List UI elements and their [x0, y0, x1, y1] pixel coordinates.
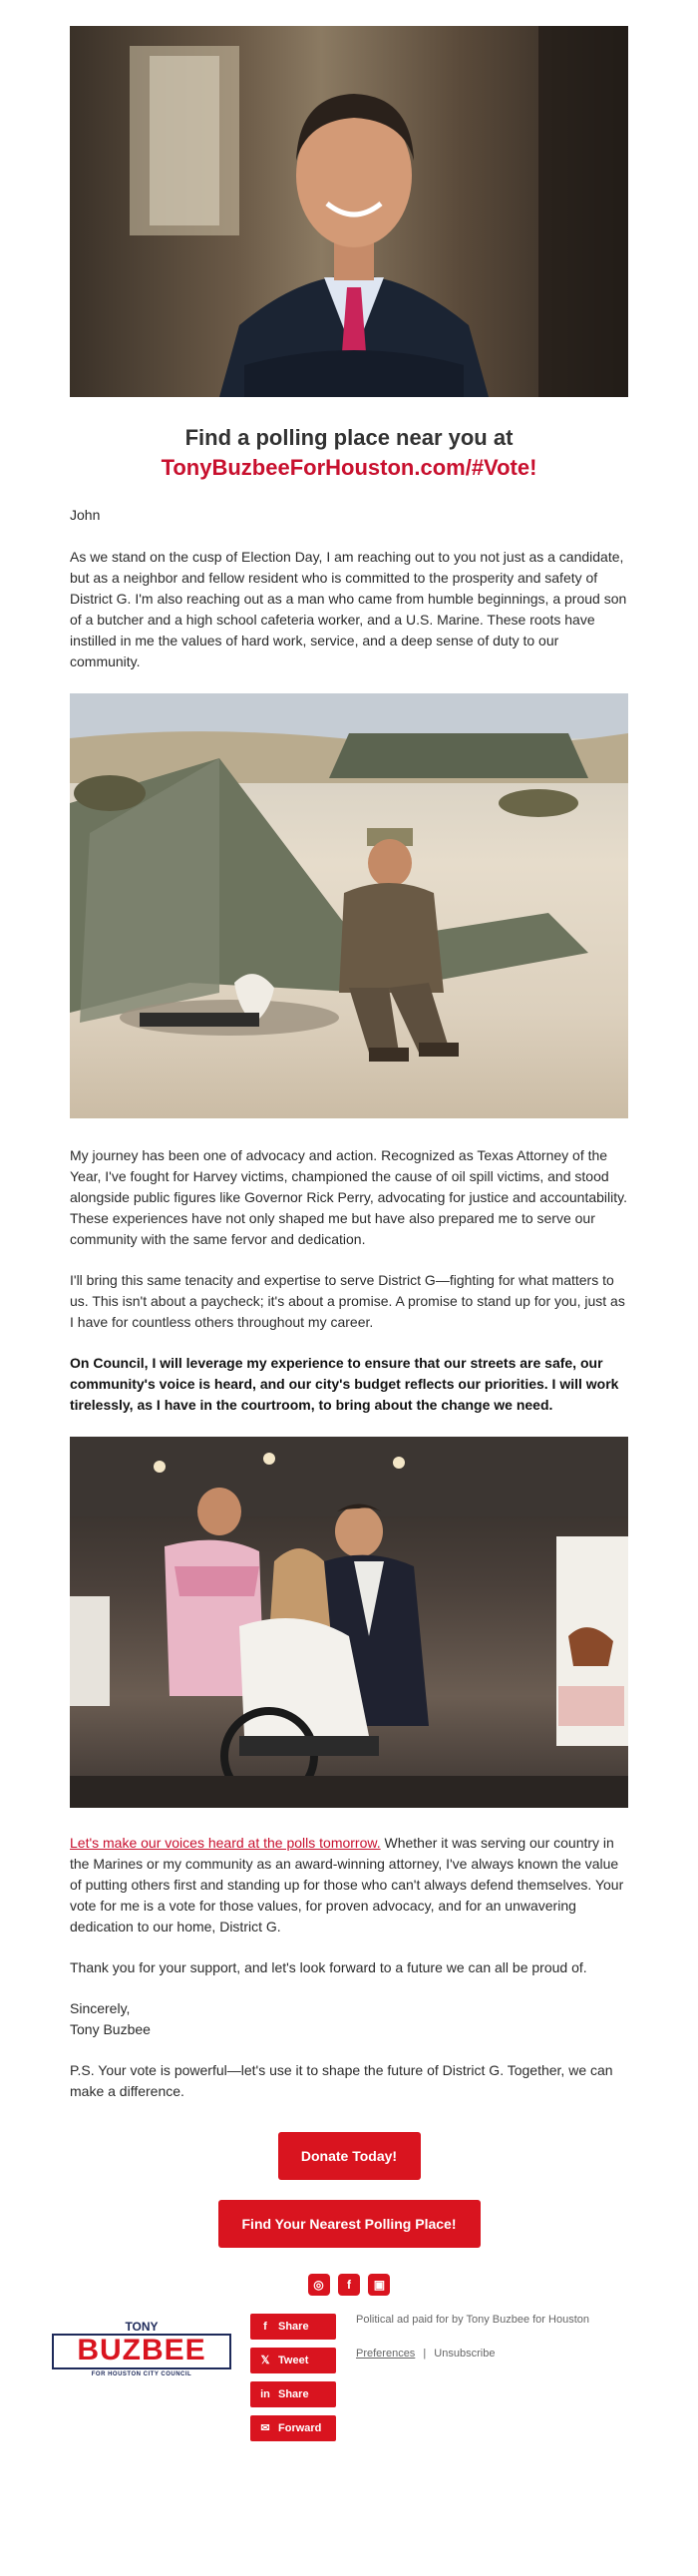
footer-text [356, 2314, 589, 2360]
globe-icon[interactable]: ◎ [308, 2274, 330, 2296]
candidate-portrait-image [70, 26, 628, 397]
facebook-icon: f [263, 2321, 267, 2333]
marine-desert-image [70, 693, 628, 1118]
x-tweet-label: Tweet [278, 2355, 309, 2366]
envelope-icon: ✉ [260, 2422, 270, 2434]
footer-disclaimer: Political ad paid for by Tony Buzbee for Houston [356, 2314, 589, 2326]
signoff-closing: Sincerely, [70, 2000, 131, 2016]
linkedin-share-label: Share [278, 2388, 309, 2400]
paragraph-journey: My journey has been one of advocacy and action. Recognized as Texas Attorney of the Year, I've fought for Harvey victims, championed the cause of oil spill victims, and stood alongside public figures like Governor Rick Perry, advocating for justice and accountability. These experiences have not only shaped me but have also prepared me to serve our community with the same fervor and dedication. [70, 1147, 627, 1247]
donate-button[interactable]: Donate Today! [278, 2132, 421, 2180]
greeting: John [70, 507, 101, 523]
signoff-name: Tony Buzbee [70, 2021, 151, 2037]
instagram-icon[interactable]: ▣ [368, 2274, 390, 2296]
logo-sub-text: FOR HOUSTON CITY COUNCIL [91, 2371, 192, 2377]
polling-headline [70, 423, 628, 483]
linkedin-icon: in [260, 2388, 270, 2400]
paragraph-tenacity: I'll bring this same tenacity and expertise to serve District G—fighting for what matters to us. This isn't about a paycheck; it's about a promise. A promise to stand up for you, just as I have for countless others throughout my career. [70, 1272, 625, 1330]
headline-line-1: Find a polling place near you at [184, 425, 514, 450]
share-buttons [250, 2314, 336, 2449]
charity-event-image [70, 1437, 628, 1808]
paragraph-intro: As we stand on the cusp of Election Day, I am reaching out to you not just as a candidate, but as a neighbor and fellow resident who is committed to the prosperity and safety of District G. I'm also reaching out as a man who came from humble beginnings, a proud son of a butcher and a high school cafeteria worker, and a U.S. Marine. These roots have instilled in me the values of hard work, service, and a deep sense of duty to our community. [70, 549, 627, 669]
facebook-icon[interactable]: f [338, 2274, 360, 2296]
footer [70, 2314, 628, 2453]
preferences-link[interactable]: Preferences [356, 2348, 416, 2360]
unsubscribe-link[interactable]: Unsubscribe [434, 2348, 496, 2360]
linkedin-share-button[interactable] [250, 2381, 336, 2407]
logo-top-text: TONY [125, 2320, 159, 2334]
logo-main-text: BUZBEE [77, 2334, 206, 2366]
logo-box [52, 2334, 231, 2369]
paragraph-vote [70, 1833, 628, 1937]
headline-link[interactable]: TonyBuzbeeForHouston.com/#Vote! [161, 455, 537, 480]
paragraph-vote-text: Whether it was serving our country in the Marines or my community as an award-winning attorney, I've always known the value of putting others first and standing up for those who can't always defend themselves. Your vote for me is a vote for those values, for proven advocacy, and for an unwavering dedication to our home, District G. [70, 1835, 624, 1934]
facebook-share-label: Share [278, 2321, 309, 2333]
postscript: P.S. Your vote is powerful—let's use it to shape the future of District G. Together, we can make a difference. [70, 2062, 613, 2099]
forward-label: Forward [278, 2422, 322, 2434]
facebook-share-button[interactable] [250, 2314, 336, 2340]
social-icons-row [70, 2274, 628, 2296]
footer-links [356, 2348, 589, 2360]
paragraph-thanks: Thank you for your support, and let's look forward to a future we can all be proud of. [70, 1959, 587, 1975]
x-tweet-button[interactable] [250, 2348, 336, 2373]
email-container [70, 0, 628, 2453]
polling-place-button[interactable]: Find Your Nearest Polling Place! [218, 2200, 481, 2248]
paragraph-council: On Council, I will leverage my experience to ensure that our streets are safe, our community's voice is heard, and our city's budget reflects our priorities. I will work tirelessly, as I have in the courtroom, to bring about the change we need. [70, 1355, 619, 1413]
forward-button[interactable] [250, 2415, 336, 2441]
x-icon: 𝕏 [260, 2355, 270, 2366]
footer-separator: | [423, 2348, 427, 2360]
polls-tomorrow-link[interactable]: Let's make our voices heard at the polls tomorrow. [70, 1835, 381, 1851]
signoff [70, 1998, 628, 2040]
buzbee-logo [52, 2320, 231, 2377]
